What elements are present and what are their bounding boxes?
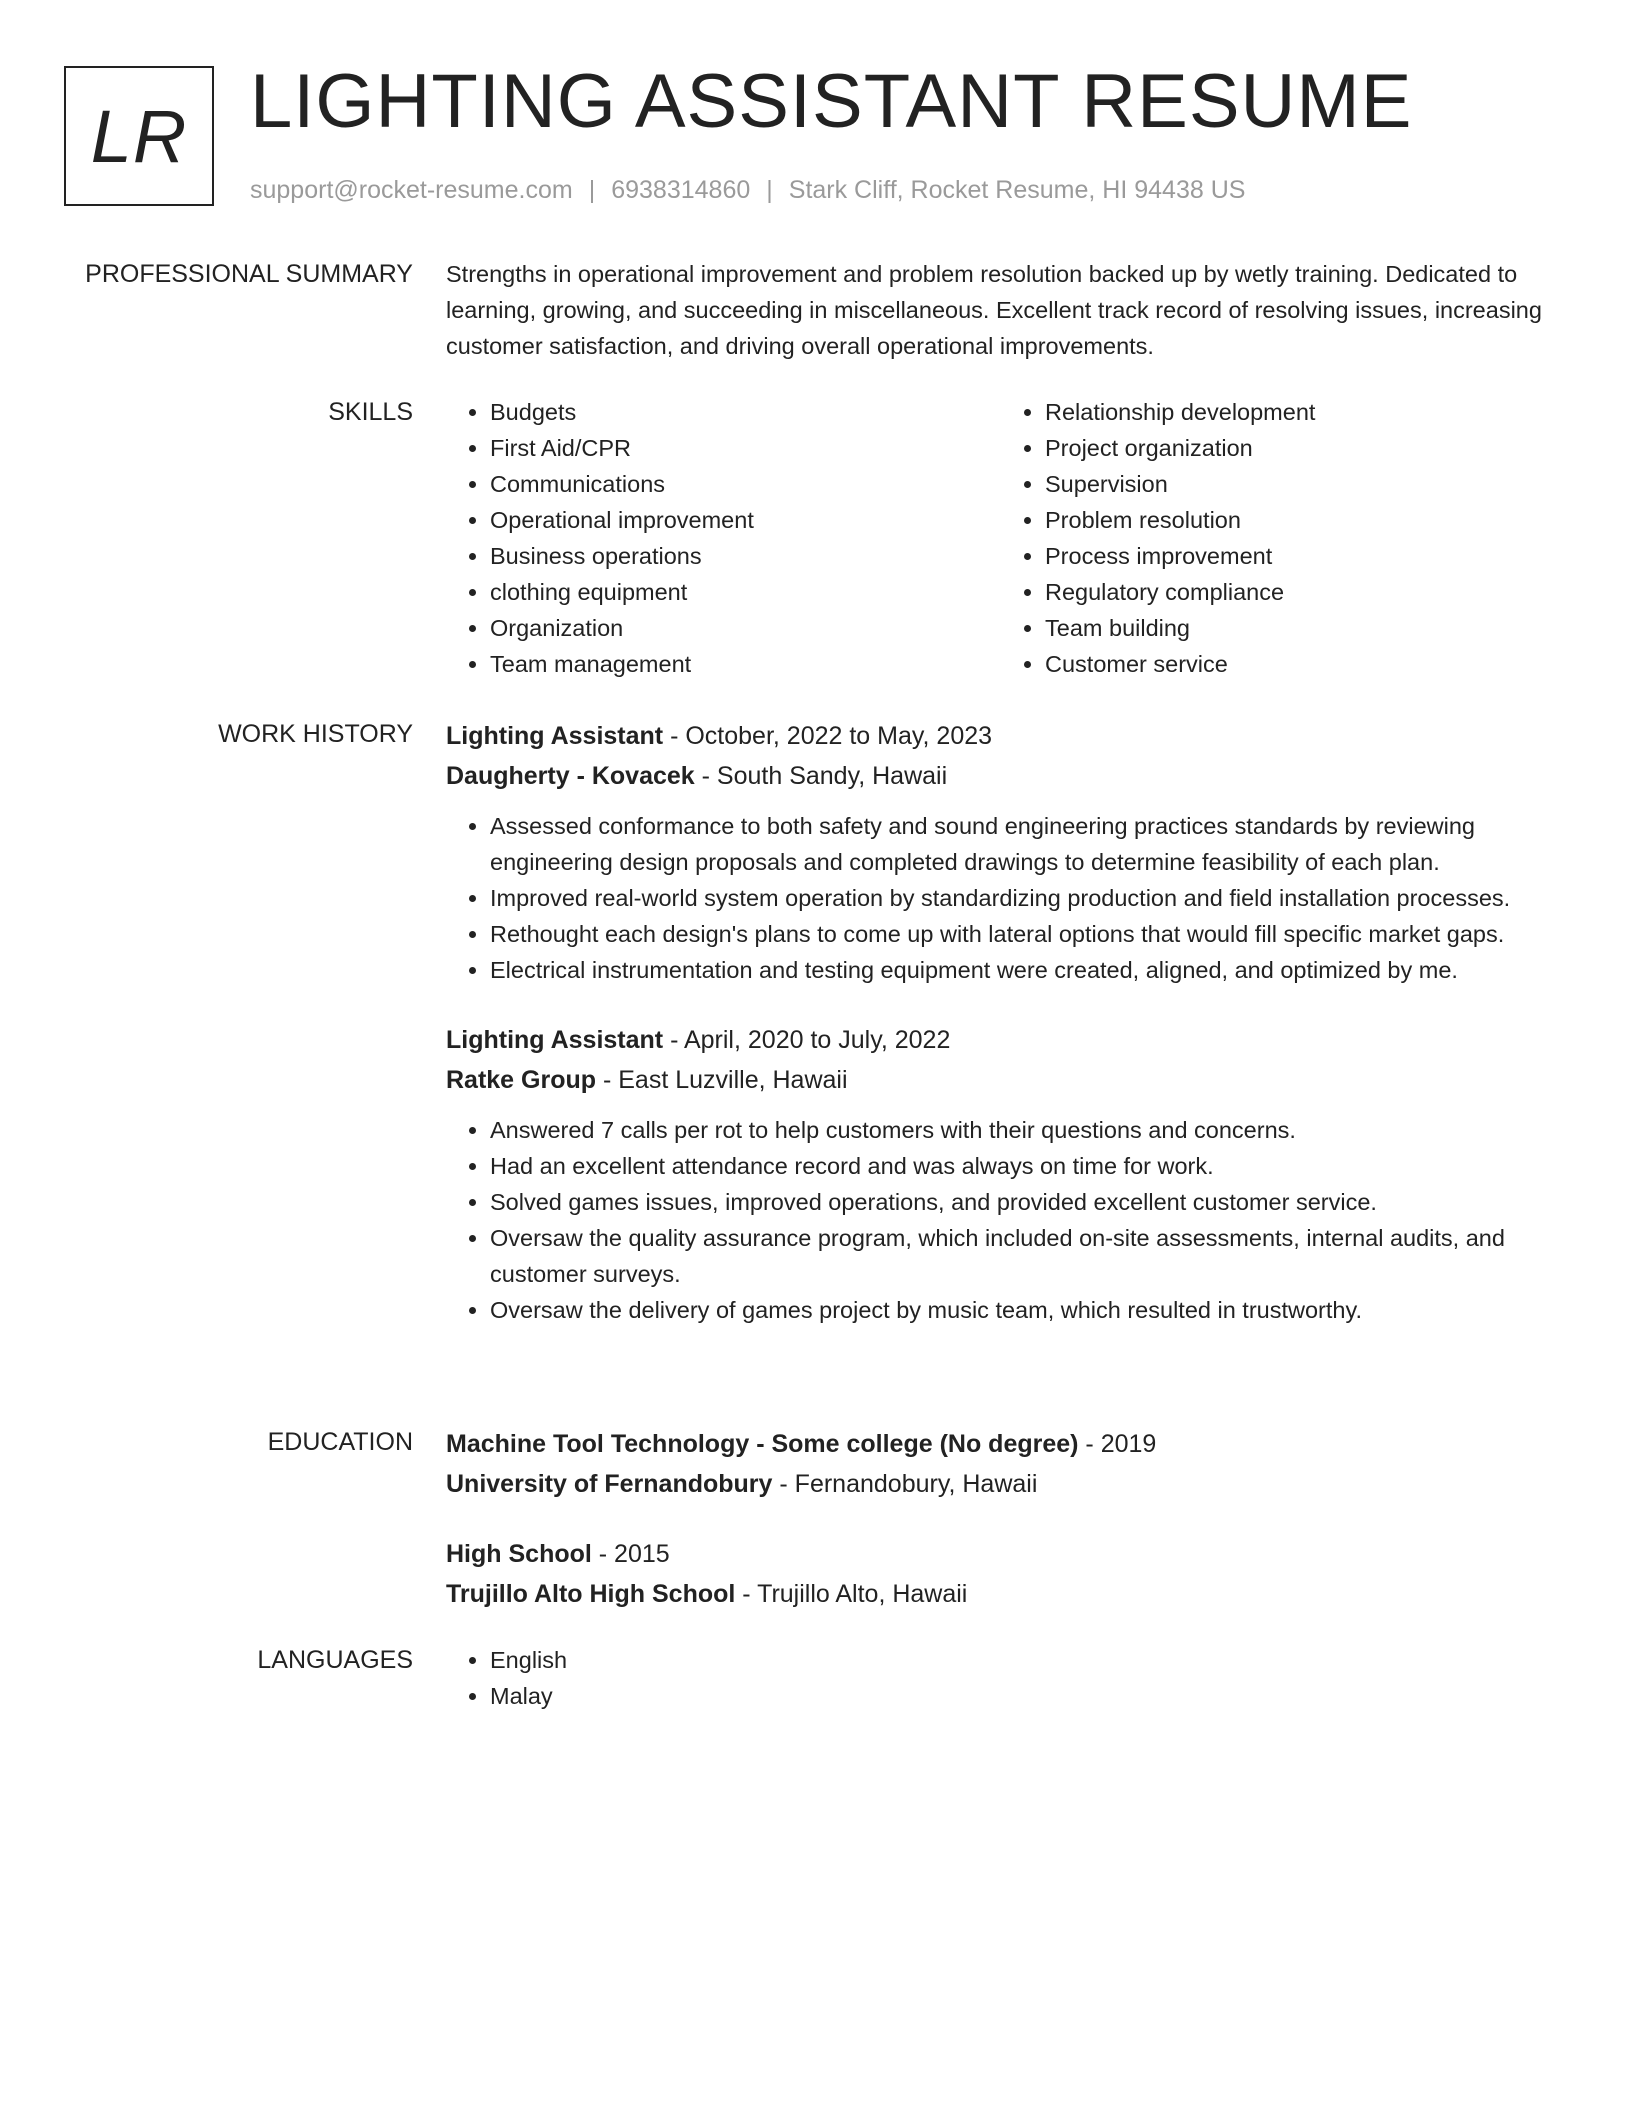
- skill-item: • clothing equipment: [490, 574, 1001, 610]
- job-title: Lighting Assistant: [446, 722, 664, 750]
- language-item: • Malay: [490, 1678, 1556, 1714]
- skill-item: • Process improvement: [1045, 538, 1556, 574]
- skill-item: • Regulatory compliance: [1045, 574, 1556, 610]
- job-location: - East Luzville, Hawaii: [596, 1066, 848, 1094]
- resume-title: LIGHTING ASSISTANT RESUME: [250, 59, 1413, 144]
- education-body: [446, 1424, 1556, 1614]
- skills-list-left: [446, 394, 1001, 682]
- skills-body: [446, 394, 1556, 682]
- summary-heading: PROFESSIONAL SUMMARY: [85, 260, 413, 288]
- skills-heading: SKILLS: [328, 398, 413, 426]
- skill-item: • First Aid/CPR: [490, 430, 1001, 466]
- job-entry: [446, 716, 1556, 988]
- skill-item: • Organization: [490, 610, 1001, 646]
- skills-list-right: [1001, 394, 1556, 682]
- skill-item: • Supervision: [1045, 466, 1556, 502]
- education-degree-line: [446, 1534, 1556, 1574]
- skill-item: • Team management: [490, 646, 1001, 682]
- skill-item: • Business operations: [490, 538, 1001, 574]
- skill-item: • Team building: [1045, 610, 1556, 646]
- job-entry: [446, 1020, 1556, 1328]
- skill-item: • Customer service: [1045, 646, 1556, 682]
- skill-item: • Relationship development: [1045, 394, 1556, 430]
- work-history-heading: WORK HISTORY: [218, 720, 413, 748]
- skill-item: • Operational improvement: [490, 502, 1001, 538]
- job-bullet: • Electrical instrumentation and testing equipment were created, aligned, and optimized by me.: [490, 952, 1556, 988]
- education-degree: Machine Tool Technology - Some college (No degree): [446, 1430, 1079, 1458]
- education-location: - Trujillo Alto, Hawaii: [735, 1580, 968, 1608]
- education-school-line: [446, 1574, 1556, 1614]
- job-bullet: • Oversaw the quality assurance program, which included on-site assessments, internal audits, and customer surveys.: [490, 1220, 1556, 1292]
- job-bullet: • Assessed conformance to both safety and sound engineering practices standards by reviewing engineering design proposals and completed drawings to determine feasibility of each plan.: [490, 808, 1556, 880]
- summary-body: [446, 256, 1556, 364]
- job-bullet: • Solved games issues, improved operations, and provided excellent customer service.: [490, 1184, 1556, 1220]
- education-heading: EDUCATION: [267, 1428, 413, 1456]
- job-bullet: • Oversaw the delivery of games project by music team, which resulted in trustworthy.: [490, 1292, 1556, 1328]
- job-bullets: [446, 808, 1556, 988]
- job-location: - South Sandy, Hawaii: [694, 762, 948, 790]
- work-history-body: [446, 716, 1556, 1328]
- education-school: University of Fernandobury: [446, 1470, 773, 1498]
- education-degree: High School: [446, 1540, 592, 1568]
- job-bullet: • Answered 7 calls per rot to help customers with their questions and concerns.: [490, 1112, 1556, 1148]
- monogram: LR: [64, 66, 214, 206]
- job-title-line: [446, 1020, 1556, 1060]
- contact-line: [250, 172, 1245, 208]
- skill-item: • Problem resolution: [1045, 502, 1556, 538]
- skill-item: • Communications: [490, 466, 1001, 502]
- job-company-line: [446, 756, 1556, 796]
- summary-text: Strengths in operational improvement and problem resolution backed up by wetly training. Dedicated to learning, growing, and succeeding in miscellaneous. Excellent track record of resolving issues, increasing customer satisfaction, and driving overall operational improvements.: [446, 261, 1542, 359]
- education-entry: [446, 1424, 1556, 1504]
- education-entry: [446, 1534, 1556, 1614]
- skill-item: • Project organization: [1045, 430, 1556, 466]
- contact-separator: |: [766, 176, 773, 204]
- education-school: Trujillo Alto High School: [446, 1580, 736, 1608]
- skill-item: • Budgets: [490, 394, 1001, 430]
- job-bullets: [446, 1112, 1556, 1328]
- education-location: - Fernandobury, Hawaii: [772, 1470, 1038, 1498]
- job-company: Ratke Group: [446, 1066, 597, 1094]
- job-bullet: • Had an excellent attendance record and was always on time for work.: [490, 1148, 1556, 1184]
- languages-list: [446, 1642, 1556, 1714]
- job-dates: - April, 2020 to July, 2022: [663, 1026, 951, 1054]
- education-degree-line: [446, 1424, 1556, 1464]
- education-year: - 2019: [1078, 1430, 1157, 1458]
- languages-body: [446, 1642, 1556, 1714]
- education-year: - 2015: [591, 1540, 670, 1568]
- job-company: Daugherty - Kovacek: [446, 762, 695, 790]
- contact-phone[interactable]: 6938314860: [611, 176, 751, 204]
- education-school-line: [446, 1464, 1556, 1504]
- contact-address: Stark Cliff, Rocket Resume, HI 94438 US: [788, 176, 1246, 204]
- contact-separator: |: [588, 176, 596, 204]
- job-dates: - October, 2022 to May, 2023: [663, 722, 993, 750]
- job-company-line: [446, 1060, 1556, 1100]
- languages-heading: LANGUAGES: [257, 1646, 413, 1674]
- job-bullet: • Improved real-world system operation by standardizing production and field installation processes.: [490, 880, 1556, 916]
- contact-email[interactable]: support@rocket-resume.com: [250, 176, 573, 204]
- language-item: • English: [490, 1642, 1556, 1678]
- job-title: Lighting Assistant: [446, 1026, 664, 1054]
- job-bullet: • Rethought each design's plans to come up with lateral options that would fill specific market gaps.: [490, 916, 1556, 952]
- job-title-line: [446, 716, 1556, 756]
